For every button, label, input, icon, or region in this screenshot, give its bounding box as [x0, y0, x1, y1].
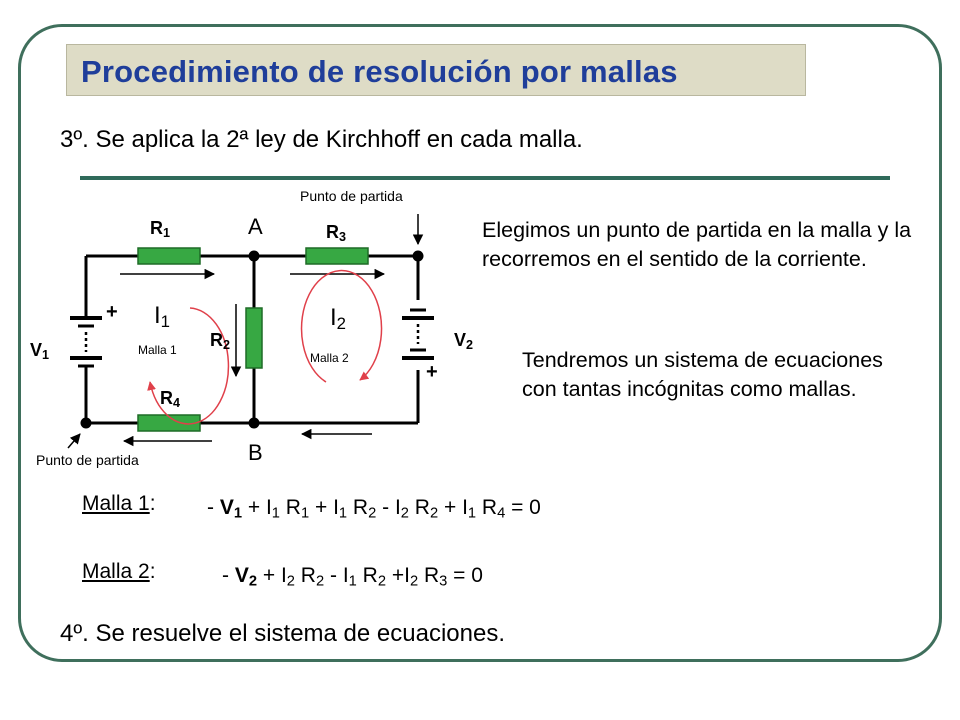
i1-label: $I_1$ [154, 302, 171, 332]
node-b-label: B [248, 440, 263, 465]
start-point-bottom: Punto de partida [36, 452, 139, 468]
step3-text: 3º. Se aplica la 2ª ley de Kirchhoff en cada malla. [60, 126, 583, 153]
v1-label: $V_1$ [30, 340, 50, 363]
i2-label: $I_2$ [330, 304, 347, 334]
mesh2-label: Malla 2 [310, 351, 349, 365]
r1-label: $R_1$ [150, 218, 171, 241]
mesh1-label: Malla 1 [138, 343, 177, 357]
v2-plus: + [426, 361, 438, 383]
resistor-r1 [138, 248, 200, 264]
resistor-r3 [306, 248, 368, 264]
r2-label: $R_2$ [210, 330, 231, 353]
r3-label: $R_3$ [326, 222, 347, 245]
step4-text: 4º. Se resuelve el sistema de ecuaciones. [60, 620, 506, 647]
slide-title: Procedimiento de resolución por mallas [81, 54, 678, 89]
node-a-label: A [248, 214, 263, 239]
v1-plus: + [106, 301, 118, 323]
explanation-system: Tendremos un sistema de ecuaciones con tantas incógnitas como mallas. [522, 348, 883, 401]
resistor-r2 [246, 308, 262, 368]
battery-v1 [68, 300, 104, 372]
r4-label: $R_4$ [160, 388, 181, 411]
explanation-start-point: Elegimos un punto de partida en la malla y la recorremos en el sentido de la corriente. [482, 218, 912, 271]
mesh1-eq-label: Malla 1: [82, 492, 156, 515]
v2-label: $V_2$ [454, 330, 474, 353]
battery-v2 [400, 300, 436, 370]
start-point-top: Punto de partida [300, 188, 403, 204]
mesh1-equation: - $V_1 + I_1$ $R_1 + I_1$ $R_2 - I_2$ $R_2 + I_1$ $R_4 = 0$ [207, 496, 541, 522]
mesh2-equation: - $V_2 + I_2$ $R_2 - I_1$ $R_2 +I_2$ $R_3 = 0$ [222, 564, 483, 590]
mesh2-eq-label: Malla 2: [82, 560, 156, 583]
